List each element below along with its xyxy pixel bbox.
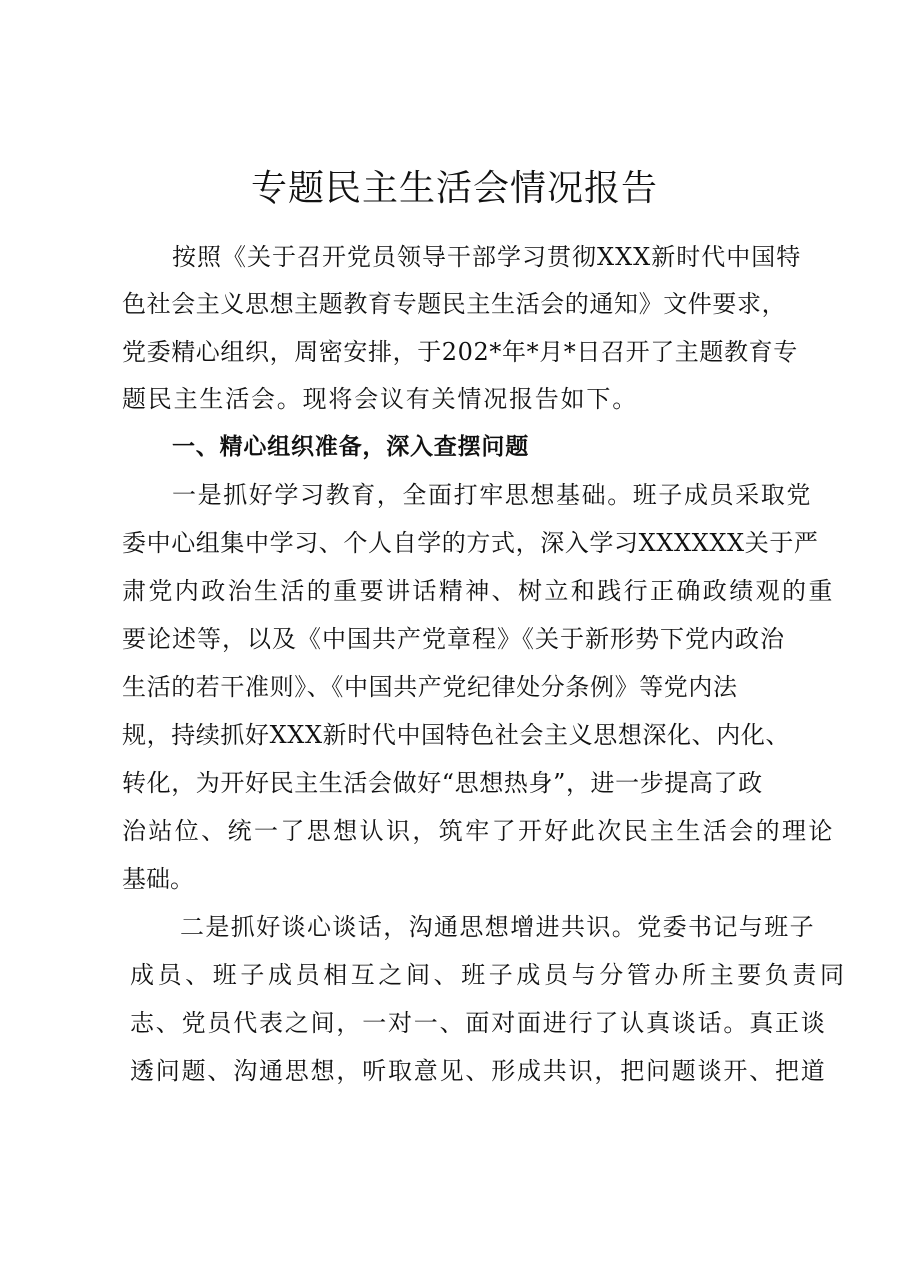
section-heading: 一、精心组织准备，深入查摆问题 bbox=[172, 434, 529, 460]
paragraph-line: 按照《关于召开党员领导干部学习贯彻XXX新时代中国特 bbox=[172, 243, 802, 271]
paragraph-line: 基础。 bbox=[122, 865, 194, 893]
paragraph-line: 生活的若干准则》、《中国共产党纪律处分条例》等党内法 bbox=[122, 673, 738, 701]
paragraph-line: 治站位、统一了思想认识，筑牢了开好此次民主生活会的理论 bbox=[122, 817, 835, 845]
paragraph-line: 色社会主义思想主题教育专题民主生活会的通知》文件要求， bbox=[122, 290, 787, 318]
paragraph-line: 党委精心组织，周密安排，于202*年*月*日召开了主题教育专 bbox=[122, 338, 798, 366]
document-title: 专题民主生活会情况报告 bbox=[250, 168, 658, 209]
paragraph-line: 志、党员代表之间，一对一、面对面进行了认真谈话。真正谈 bbox=[130, 1009, 827, 1037]
paragraph-line: 题民主生活会。现将会议有关情况报告如下。 bbox=[122, 385, 638, 413]
paragraph-line: 要论述等，以及《中国共产党章程》《关于新形势下党内政治 bbox=[122, 625, 785, 653]
paragraph-line: 转化，为开好民主生活会做好“思想热身”，进一步提高了政 bbox=[122, 769, 763, 797]
paragraph-line: 委中心组集中学习、个人自学的方式，深入学习XXXXXX关于严 bbox=[122, 529, 819, 557]
paragraph-line: 规，持续抓好XXX新时代中国特色社会主义思想深化、内化、 bbox=[122, 721, 791, 749]
paragraph-line: 二是抓好谈心谈话，沟通思想增进共识。党委书记与班子 bbox=[180, 913, 815, 941]
paragraph-line: 肃党内政治生活的重要讲话精神、树立和践行正确政绩观的重 bbox=[122, 577, 835, 605]
paragraph-line: 成员、班子成员相互之间、班子成员与分管办所主要负责同 bbox=[130, 961, 848, 989]
paragraph-line: 一是抓好学习教育，全面打牢思想基础。班子成员采取党 bbox=[172, 481, 812, 509]
paragraph-line: 透问题、沟通思想，听取意见、形成共识，把问题谈开、把道 bbox=[130, 1057, 827, 1085]
